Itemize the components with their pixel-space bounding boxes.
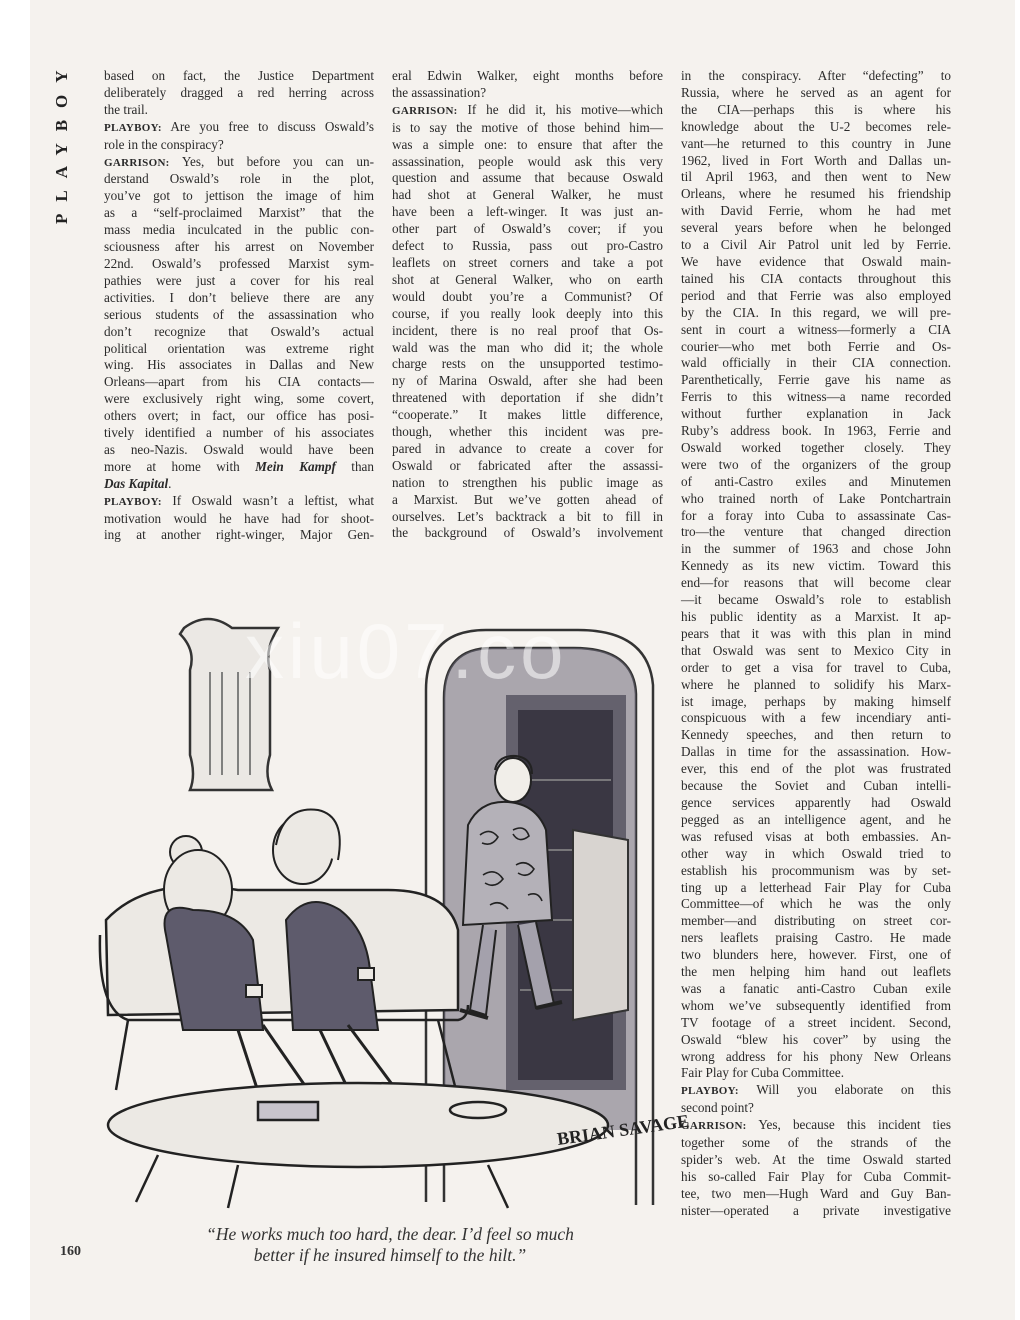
article-line: activities. I don’t believe there are any — [104, 289, 374, 305]
article-line: more at home with Mein Kampf than — [104, 458, 374, 474]
wall-mirror — [180, 619, 278, 790]
cartoon-caption — [110, 1224, 670, 1266]
article-line: had shot at General Walker, he must — [392, 187, 663, 203]
article-line: the CIA—perhaps this is where his — [681, 101, 951, 117]
article-line: Committee—of which he was the only — [681, 896, 951, 912]
article-line: derstand Oswald’s role in the plot, — [104, 171, 374, 187]
article-line: knowledge about the U-2 becomes rele- — [681, 118, 951, 134]
article-line: member—and distributing on street cor- — [681, 913, 951, 929]
article-line: Fair Play for Cuba Committee. — [681, 1065, 844, 1081]
watermark-text: xiu07.co — [245, 607, 568, 695]
article-line: without further explanation in Jack — [681, 406, 951, 422]
article-line: Oswald or fabricated after the assassi- — [392, 457, 663, 473]
article-line: gence services apparently had Oswald — [681, 794, 951, 810]
article-line: several years before when he belonged — [681, 220, 951, 236]
article-line: tained his CIA contacts throughout this — [681, 270, 951, 286]
magazine-logo-text: PLAYBOY — [52, 58, 71, 224]
article-line: Oswald “blew his cover” by using the — [681, 1031, 951, 1047]
article-line: tively identified a number of his associates — [104, 425, 374, 441]
article-line: period and that Ferrie was also employed — [681, 287, 951, 303]
article-line: Kennedy as its new victim. Toward this — [681, 558, 951, 574]
article-line: “cooperate.” It makes little difference, — [392, 407, 663, 423]
article-line: tro—the venture that changed direction — [681, 524, 951, 540]
article-line: second point? — [681, 1100, 754, 1116]
article-line: tee, two men—Hugh Ward and Guy Ban- — [681, 1185, 951, 1201]
article-line: pared in advance to create a cover for — [392, 440, 663, 456]
article-line: were exclusively right wing, some covert, — [104, 391, 374, 407]
article-line: assassination, people would ask this very — [392, 153, 663, 169]
article-line: GARRISON: If he did it, his motive—which — [392, 101, 663, 117]
article-line: ing at another right-winger, Major Gen- — [104, 527, 374, 543]
article-line: though, whether this incident was pre- — [392, 424, 663, 440]
article-column-2 — [392, 68, 663, 542]
article-line: eral Edwin Walker, eight months before — [392, 68, 663, 83]
article-line: were two of the organizers of the group — [681, 456, 951, 472]
article-line: Parenthetically, Ferrie gave his name as — [681, 372, 951, 388]
caption-line-1: “He works much too hard, the dear. I’d feel so much — [206, 1224, 574, 1244]
article-line: Orleans—apart from his CIA contacts— — [104, 374, 374, 390]
article-line: sciousness after his arrest on November — [104, 239, 374, 255]
article-line: other way in which Oswald tried to — [681, 845, 951, 861]
article-line: PLAYBOY: If Oswald wasn’t a leftist, what — [104, 492, 374, 508]
article-line: his so-called Fair Play for Cuba Commit- — [681, 1168, 951, 1184]
article-line: vant—he returned to this country in June — [681, 135, 951, 151]
article-line: 1962, lived in Fort Worth and Dallas un- — [681, 152, 951, 168]
article-line: a Marxist. But we’ve gotten ahead of — [392, 491, 663, 507]
article-line: in the summer of 1963 and chose John — [681, 541, 951, 557]
article-line: don’t recognize that Oswald’s actual — [104, 323, 374, 339]
article-line: nister—operated a private investigative — [681, 1202, 951, 1218]
article-line: of anti-Castro exiles and Minutemen — [681, 473, 951, 489]
article-line: serious students of the assassination who — [104, 306, 374, 322]
article-line: courier—who met both Ferrie and Os- — [681, 338, 951, 354]
article-line: ist image, perhaps by making himself — [681, 693, 951, 709]
article-line: ny of Marina Oswald, after she had been — [392, 373, 663, 389]
article-line: others overt; in fact, our office has posi- — [104, 408, 374, 424]
article-line: for a foray into Cuba to assassinate Cas- — [681, 507, 951, 523]
article-line: as neo-Nazis. Oswald would have been — [104, 441, 374, 457]
article-line: Russia, where he served as an agent for — [681, 84, 951, 100]
article-line: in the conspiracy. After “defecting” to — [681, 68, 951, 83]
caption-line-2: better if he insured himself to the hilt.” — [253, 1245, 527, 1265]
article-line: pears that it was with this plan in mind — [681, 625, 951, 641]
article-line: threatened with deportation if she didn’t — [392, 390, 663, 406]
article-line: based on fact, the Justice Department — [104, 68, 374, 83]
article-line: whom we’ve subsequently identified from — [681, 997, 951, 1013]
article-line: deliberately dragged a red herring across — [104, 84, 374, 100]
article-line: end—for reasons that will become clear — [681, 575, 951, 591]
article-line: other part of Oswald’s cover; if you — [392, 221, 663, 237]
article-line: Ferris to this witness—a name recorded — [681, 389, 951, 405]
article-line: the men helping him hand out leaflets — [681, 964, 951, 980]
article-line: you’ve got to jettison the image of him — [104, 188, 374, 204]
page-number: 160 — [60, 1244, 81, 1259]
article-line: conspicuous with a few incendiary anti- — [681, 710, 951, 726]
article-line: TV footage of a street incident. Second, — [681, 1014, 951, 1030]
article-line: PLAYBOY: Are you free to discuss Oswald’s — [104, 118, 374, 134]
article-line: was refused visas at both embassies. An- — [681, 828, 951, 844]
article-line: because the Soviet and Cuban intelli- — [681, 778, 951, 794]
article-line: incident, there is no real proof that Os- — [392, 322, 663, 338]
article-line: that Oswald was sent to Mexico City in — [681, 642, 951, 658]
article-line: 22nd. Oswald’s professed Marxist sym- — [104, 255, 374, 271]
article-line: was a fanatic anti-Castro Cuban exile — [681, 980, 951, 996]
article-line: spider’s web. At the time Oswald started — [681, 1152, 951, 1167]
article-line: wald was the man who did it; the whole — [392, 339, 663, 355]
article-line: motivation would he have had for shoot- — [104, 510, 374, 526]
article-line: GARRISON: Yes, because this incident ties — [681, 1117, 951, 1133]
article-line: Orleans, where he resumed his friendship — [681, 186, 951, 202]
article-line: GARRISON: Yes, but before you can un- — [104, 153, 374, 169]
article-line: pathies were just a cover for his real — [104, 272, 374, 288]
article-line: ourselves. Let’s backtrack a bit to fill in — [392, 508, 663, 524]
article-line: til April 1963, and then went to New — [681, 169, 951, 185]
article-line: defect to Russia, pass out pro-Castro — [392, 238, 663, 254]
article-line: where he planned to solidify his Marx- — [681, 676, 951, 692]
article-line: sent in court a witness—formerly a CIA — [681, 321, 951, 337]
article-line: Dallas in time for the assassination. How- — [681, 744, 951, 760]
coffee-table — [108, 1083, 608, 1208]
article-line: wrong address for his phony New Orleans — [681, 1048, 951, 1064]
playboy-vertical-logo — [48, 58, 76, 224]
article-line: was a simple one: to ensure that after the — [392, 136, 663, 152]
article-line: charge rests on the unsupported testimo- — [392, 356, 663, 372]
article-line: Kennedy speeches, and then return to — [681, 727, 951, 743]
article-line: pegged as an intelligence agent, and he — [681, 811, 951, 827]
sofa — [100, 886, 468, 1090]
article-line: mass media inculcated in the public con- — [104, 222, 374, 238]
article-line: nation to strengthen his public image as — [392, 474, 663, 490]
article-line: wing. His associates in Dallas and New — [104, 357, 374, 373]
article-line: Das Kapital. — [104, 475, 172, 491]
article-line: ever, this end of the plot was frustrated — [681, 761, 951, 777]
article-line: —it became Oswald’s role to establish — [681, 592, 951, 608]
article-line: who trained north of Lake Pontchartrain — [681, 490, 951, 506]
article-line: the assassination? — [392, 84, 487, 100]
article-line: by the CIA. In this regard, we will pre- — [681, 304, 951, 320]
article-line: shot at General Walker, who on earth — [392, 271, 663, 287]
article-line: Oswald worked together closely. They — [681, 439, 951, 455]
article-line: political orientation was extreme right — [104, 340, 374, 356]
article-line: role in the conspiracy? — [104, 136, 224, 152]
article-line: the background of Oswald’s involvement — [392, 525, 663, 541]
article-column-3 — [681, 68, 951, 1220]
article-line: his public identity as a Marxist. It ap- — [681, 609, 951, 624]
article-line: establish his procommunism was by set- — [681, 862, 951, 878]
article-line: with David Ferrie, whom he had met — [681, 203, 951, 219]
article-line: two blunders here, however. First, one of — [681, 947, 951, 963]
article-line: is to say the motive of those behind him— — [392, 119, 663, 135]
article-line: course, if you really look deeply into this — [392, 305, 663, 321]
article-line: as a “self-proclaimed Marxist” that the — [104, 205, 374, 221]
article-line: We have evidence that Oswald main- — [681, 253, 951, 269]
article-line: ners leaflets praising Castro. He made — [681, 930, 951, 946]
article-line: order to get a visa for travel to Cuba, — [681, 659, 951, 675]
article-line: the trail. — [104, 101, 148, 117]
article-line: Ruby’s address book. In 1963, Ferrie and — [681, 423, 951, 439]
article-column-1 — [104, 68, 374, 544]
article-line: ting up a letterhead Fair Play for Cuba — [681, 879, 951, 895]
article-line: would doubt you’re a Communist? Of — [392, 288, 663, 304]
article-line: leaflets on street corners and take a pot — [392, 254, 663, 270]
article-line: wald officially in their CIA connection. — [681, 355, 951, 371]
article-line: to a Civil Air Patrol unit led by Ferrie. — [681, 237, 951, 253]
article-line: have been a left-winger. It was just an- — [392, 204, 663, 220]
article-line: PLAYBOY: Will you elaborate on this — [681, 1082, 951, 1098]
article-line: question and assume that because Oswald — [392, 170, 663, 186]
article-line: together some of the strands of the — [681, 1135, 951, 1151]
cartoon-illustration — [88, 590, 691, 1215]
artist-signature: BRIAN SAVAGE — [555, 1110, 691, 1149]
